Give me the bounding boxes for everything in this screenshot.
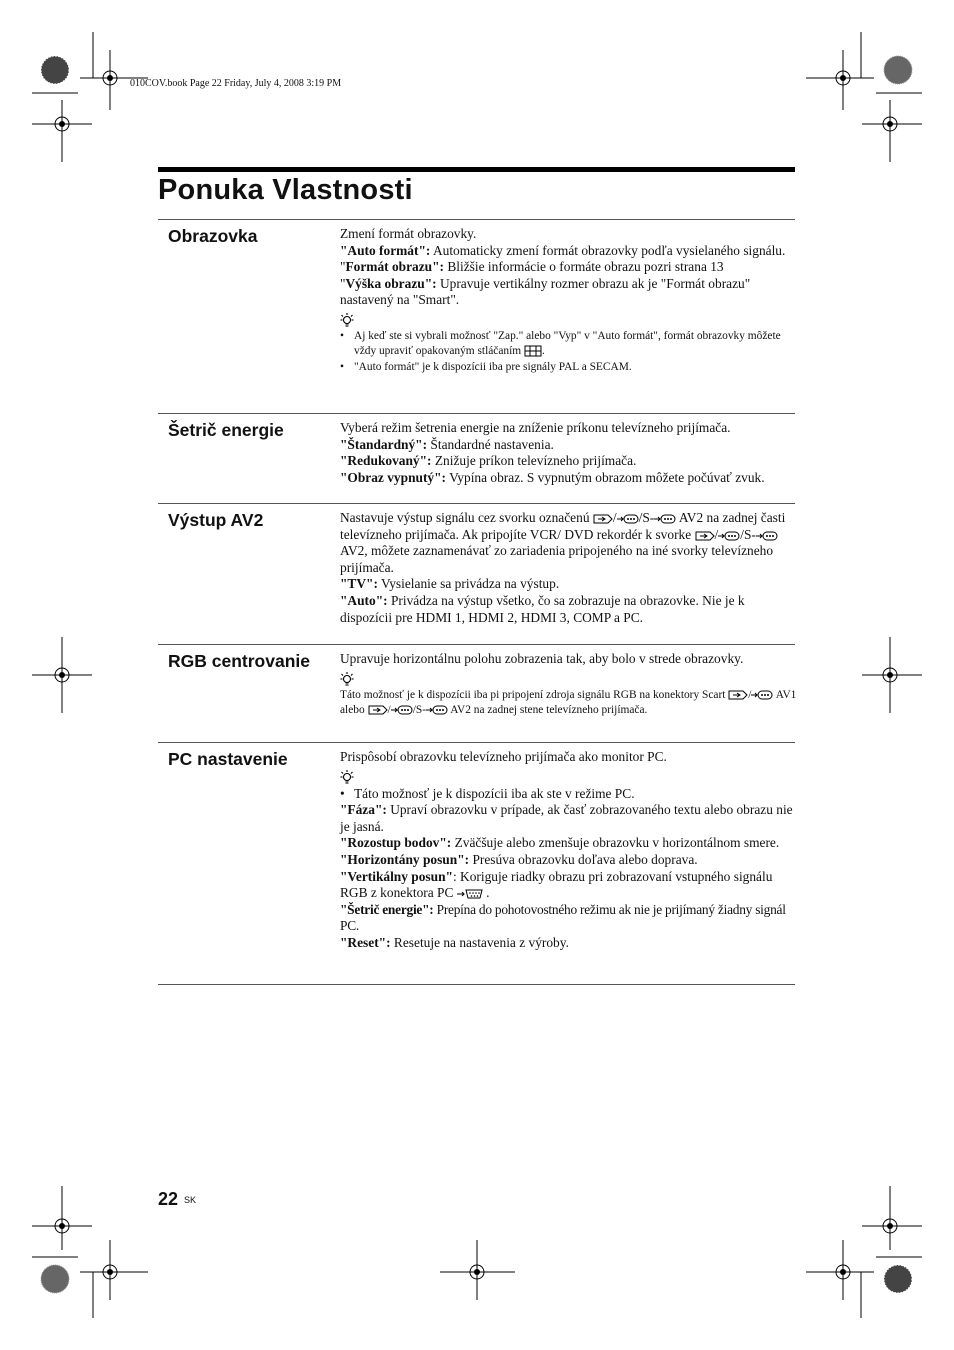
section-setric-energie: [158, 413, 795, 504]
item-format-obrazu: "Formát obrazu": Bližšie informácie o formáte obrazu pozri strana 13: [340, 259, 724, 275]
section-pc-nastavenie: [158, 742, 795, 985]
wide-mode-button-icon: [524, 345, 542, 357]
scart-icon: [593, 513, 613, 525]
intro-text: Zmení formát obrazovky.: [340, 226, 477, 241]
bottom-rule: [158, 984, 795, 985]
item-reset: "Reset": Resetuje na nastavenia z výroby.: [340, 934, 569, 950]
scart-icon: [695, 530, 715, 542]
intro-text: Prispôsobí obrazovku televízneho prijímača ako monitor PC.: [340, 749, 667, 764]
intro-text: Nastavuje výstup signálu cez svorku označenú / /S- AV2 na zadnej časti televízneho prijímača. Ak pripojíte VCR/ DVD rekordér k svorke / /S- AV2, môžete zaznamenávať zo zariadenia pripojeného na iné svorky televízneho prijímača.: [340, 510, 786, 575]
section-vystup-av2: [158, 503, 795, 645]
page-title: Ponuka Vlastnosti: [158, 174, 413, 206]
page-language: SK: [184, 1195, 197, 1205]
intro-text: Vyberá režim šetrenia energie na zníženie príkonu televízneho prijímača.: [340, 420, 731, 435]
item-vyska-obrazu: "Výška obrazu": Upravuje vertikálny rozmer obrazu ak je "Formát obrazu" nastavený na "Smart".: [340, 275, 751, 308]
pc-input-icon: [457, 888, 483, 900]
section-body: [340, 749, 798, 952]
section-heading: RGB centrovanie: [168, 651, 310, 671]
section-body: [340, 226, 798, 375]
video-out-icon: [718, 530, 740, 542]
page-number: 22: [158, 1189, 179, 1209]
scart-icon: [368, 704, 388, 716]
tip-item: • "Auto formát" je k dispozícii iba pre signály PAL a SECAM.: [340, 360, 798, 376]
section-heading: Šetrič energie: [168, 420, 284, 440]
tip-note: Táto možnosť je k dispozícii iba pi pripojení zdroja signálu RGB na konektory Scart / AV1 alebo / /S- AV2 na zadnej stene televízneho prijímača.: [340, 688, 797, 717]
section-rgb-centrovanie: [158, 644, 795, 743]
video-in-icon: [391, 704, 413, 716]
title-rule: [158, 167, 795, 172]
s-video-out-icon: [756, 530, 778, 542]
tip-icon: [340, 769, 354, 785]
print-header: 010COV.book Page 22 Friday, July 4, 2008 3:19 PM: [130, 78, 342, 89]
section-obrazovka: [158, 219, 795, 414]
s-video-in-icon: [426, 704, 448, 716]
item-horizontalny-posun: "Horizontány posun": Presúva obrazovku doľava alebo doprava.: [340, 851, 698, 867]
item-auto: "Auto": Privádza na výstup všetko, čo sa zobrazuje na obrazovke. Nie je k dispozícii pre HDMI 1, HDMI 2, HDMI 3, COMP a PC.: [340, 592, 745, 625]
video-in-icon: [751, 689, 773, 701]
tip-item: • Táto možnosť je k dispozícii iba ak ste v režime PC.: [340, 786, 798, 803]
tips-list: [340, 329, 798, 376]
section-heading: Obrazovka: [168, 226, 258, 246]
item-auto-format: "Auto formát": Automaticky zmení formát obrazovky podľa vysielaného signálu.: [340, 242, 786, 258]
intro-text: Upravuje horizontálnu polohu zobrazenia tak, aby bolo v strede obrazovky.: [340, 651, 744, 666]
section-body: [340, 420, 798, 486]
item-obraz-vypnuty: "Obraz vypnutý": Vypína obraz. S vypnutým obrazom môžete počúvať zvuk.: [340, 469, 765, 485]
video-out-icon: [617, 513, 639, 525]
item-tv: "TV": Vysielanie sa privádza na výstup.: [340, 576, 560, 592]
item-standardny: "Štandardný": Štandardné nastavenia.: [340, 436, 554, 452]
s-video-out-icon: [654, 513, 676, 525]
item-setric-energie: "Šetrič energie": Prepína do pohotovostného režimu ak nie je prijímaný žiadny signál PC.: [340, 901, 786, 934]
item-vertikalny-posun: "Vertikálny posun": Koriguje riadky obrazu pri zobrazovaní vstupného signálu RGB z konektora PC .: [340, 868, 773, 901]
tip-icon: [340, 671, 354, 687]
item-rozostup-bodov: "Rozostup bodov": Zväčšuje alebo zmenšuje obrazovku v horizontálnom smere.: [340, 835, 780, 851]
tips-list: [340, 786, 798, 803]
tip-icon: [340, 312, 354, 328]
scart-icon: [728, 689, 748, 701]
item-faza: "Fáza": Upraví obrazovku v prípade, ak časť zobrazovaného textu alebo obrazu nie je jasná.: [340, 802, 793, 834]
section-heading: PC nastavenie: [168, 749, 288, 769]
section-body: [340, 651, 798, 719]
section-body: [340, 510, 798, 626]
item-redukovany: "Redukovaný": Znižuje príkon televízneho prijímača.: [340, 453, 637, 469]
tip-item: • Aj keď ste si vybrali možnosť "Zap." alebo "Vyp" v "Auto formát", formát obrazovky môžete vždy upraviť opakovaným stláčaním .: [340, 329, 798, 360]
section-heading: Výstup AV2: [168, 510, 264, 530]
